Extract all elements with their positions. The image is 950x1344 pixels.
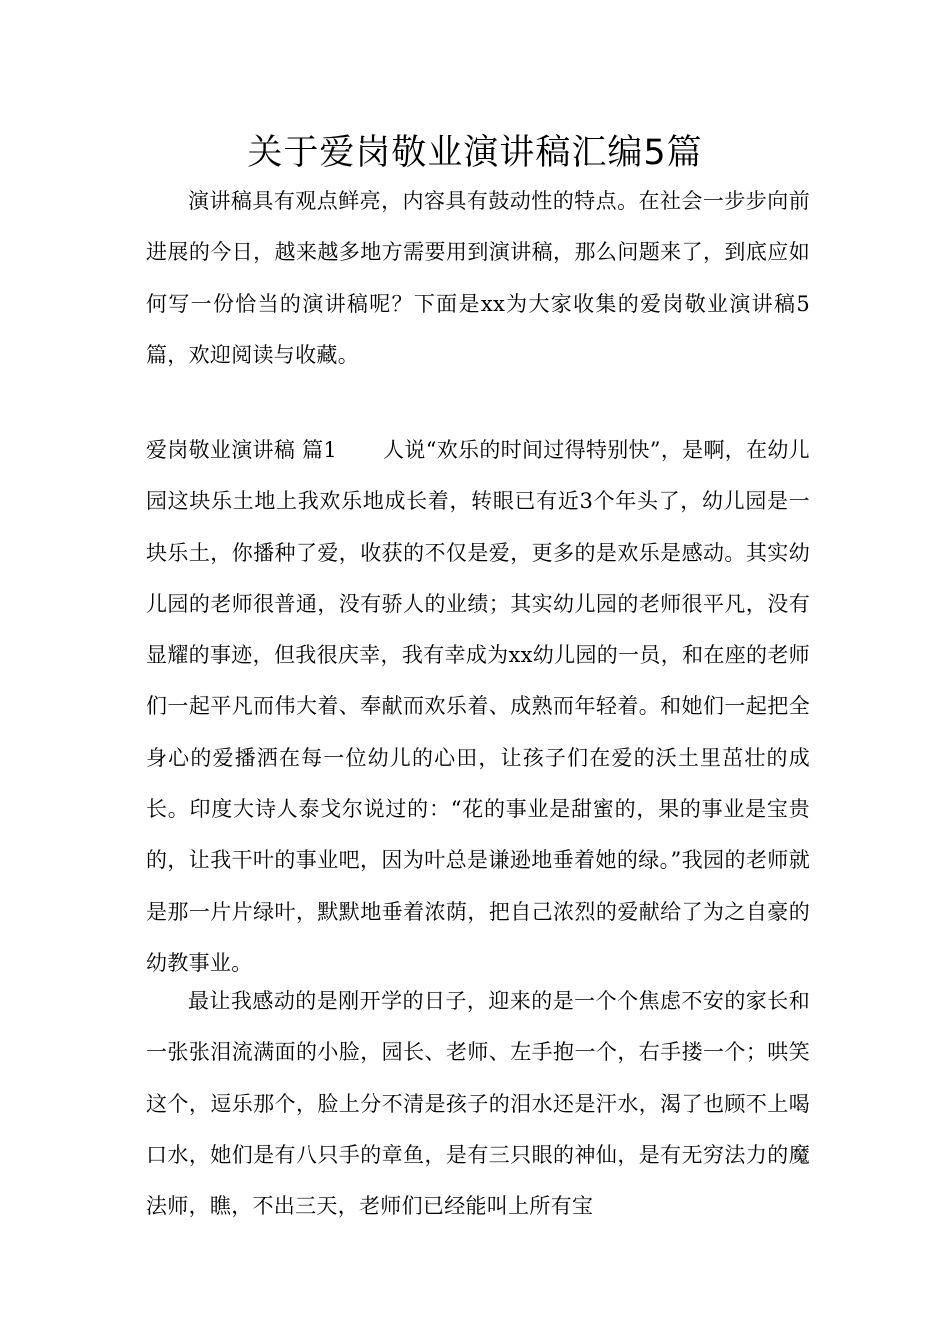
document-title: 关于爱岗敬业演讲稿汇编5篇 — [247, 133, 703, 173]
paragraph-2: 最让我感动的是刚开学的日子，迎来的是一个个焦虑不安的家长和一张张泪流满面的小脸，园长、老师、左手抱一个，右手搂一个；哄笑这个，逗乐那个，脸上分不清是孩子的泪水还是汗水，渴了也顾不上喝口水，她们是有八只手的章鱼，是有三只眼的神仙，是有无穷法力的魔法师，瞧，不出三天，老师们已经能叫上所有宝 — [146, 989, 810, 1219]
intro-paragraph: 演讲稿具有观点鲜亮，内容具有鼓动性的特点。在社会一步步向前进展的今日，越来越多地方需要用到演讲稿，那么问题来了，到底应如何写一份恰当的演讲稿呢？下面是xx为大家收集的爱岗敬业演讲稿5篇，欢迎阅读与收藏。 — [146, 189, 810, 367]
section-1-text: 人说“欢乐的时间过得特别快”，是啊，在幼儿园这块乐土地上我欢乐地成长着，转眼已有近3个年头了，幼儿园是一块乐土，你播种了爱，收获的不仅是爱，更多的是欢乐是感动。其实幼儿园的老师很普通，没有骄人的业绩；其实幼儿园的老师很平凡，没有显耀的事迹，但我很庆幸，我有幸成为xx幼儿园的一员，和在座的老师们一起平凡而伟大着、奉献而欢乐着、成熟而年轻着。和她们一起把全身心的爱播洒在每一位幼儿的心田，让孩子们在爱的沃土里茁壮的成长。印度大诗人泰戈尔说过的：“花的事业是甜蜜的，果的事业是宝贵的，让我干叶的事业吧，因为叶总是谦逊地垂着她的绿。”我园的老师就是那一片片绿叶，默默地垂着浓荫，把自己浓烈的爱献给了为之自豪的幼教事业。 — [146, 438, 810, 975]
section-1-heading: 爱岗敬业演讲稿 篇1 — [146, 438, 338, 462]
section-1-paragraph — [146, 425, 810, 989]
